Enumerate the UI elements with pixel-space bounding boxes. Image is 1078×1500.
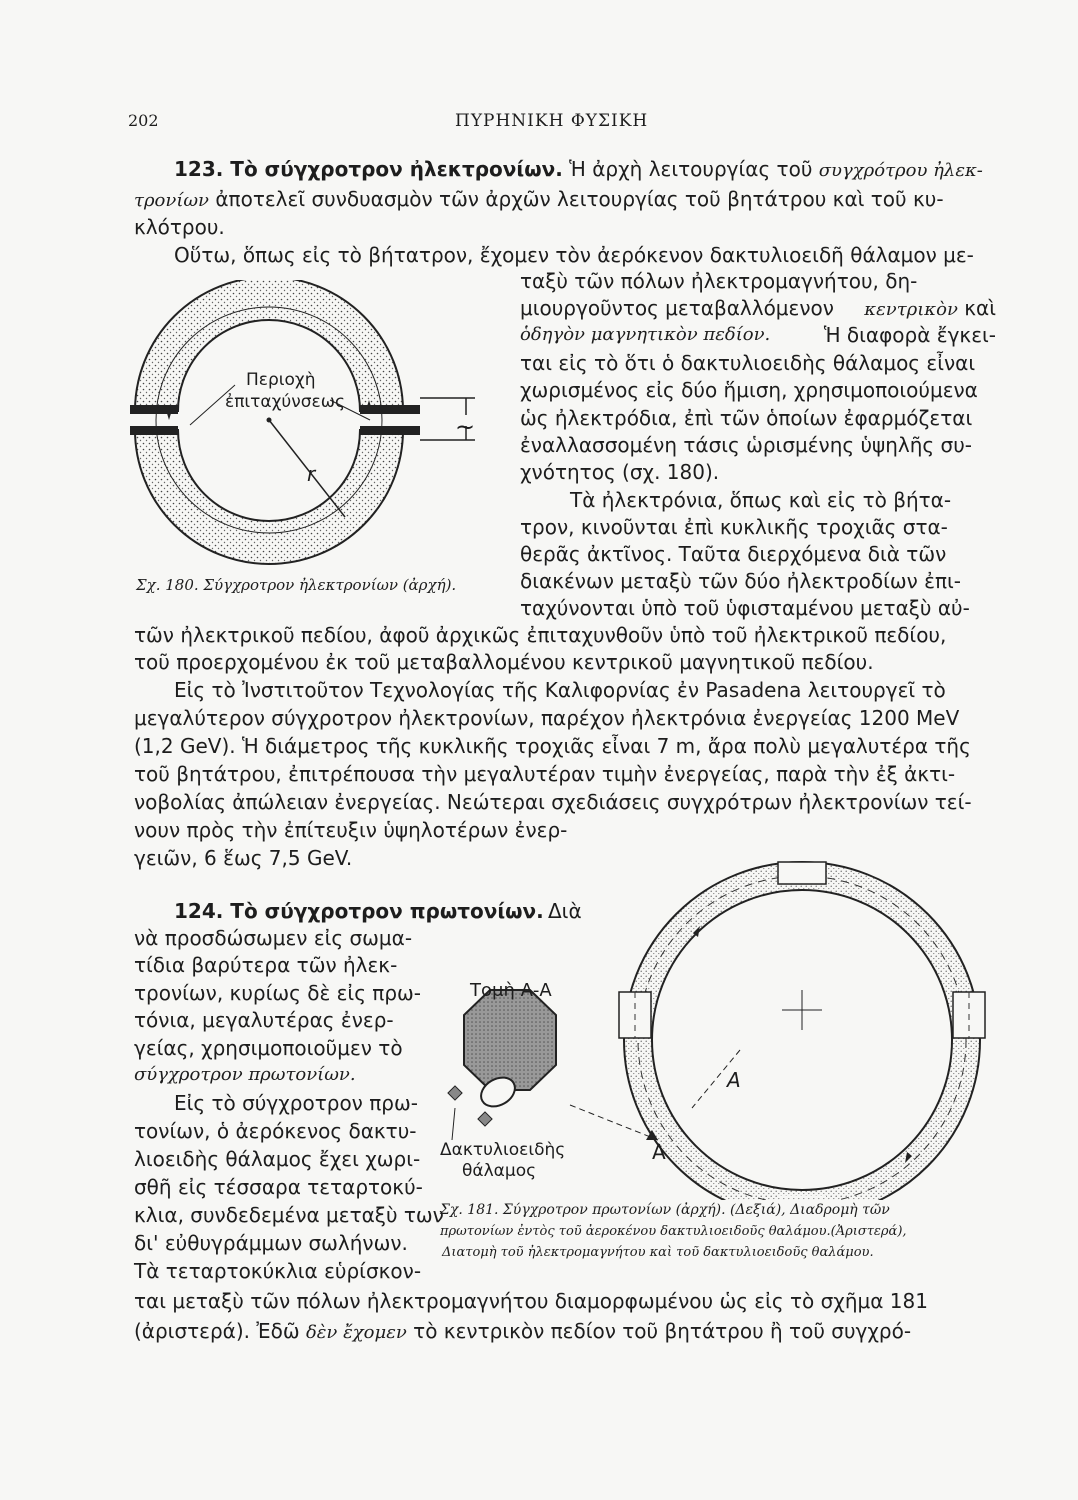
- section-124-line-13: Τὰ τεταρτοκύκλια εὑρίσκον-: [134, 1259, 422, 1283]
- section-124-line-9: λιοειδὴς θάλαμος ἔχει χωρι-: [134, 1147, 421, 1171]
- section-124-line-7: Εἰς τὸ σύγχροτρον πρω-: [174, 1091, 418, 1115]
- para-3-right-5: ταχύνονται ὑπὸ τοῦ ὑφισταμένου μεταξὺ αὐ-: [520, 596, 970, 620]
- section-124-line-8: τονίων, ὁ ἀερόκενος δακτυ-: [134, 1119, 417, 1143]
- para-4-line-4: τοῦ βητάτρου, ἐπιτρέπουσα τὴν μεγαλυτέραν τιμὴν ἐνεργείας, παρὰ τὴν ἐξ ἀκτι-: [134, 762, 956, 786]
- section-124-heading: 124. Τὸ σύγχροτρον πρωτονίων.: [174, 899, 544, 923]
- straight-section-bottom: [778, 1196, 826, 1198]
- section-124-line-4: τόνια, μεγαλυτέρας ἐνερ-: [134, 1008, 394, 1032]
- section-124-line-12: δι' εὐθυγράμμων σωλήνων.: [134, 1231, 408, 1255]
- section-123-line-2: τρονίων ἀποτελεῖ συνδυασμὸν τῶν ἀρχῶν λειτουργίας τοῦ βητάτρου καὶ τοῦ κυ-: [134, 187, 944, 211]
- section-label: Τομὴ Α-Α: [470, 980, 552, 1001]
- chamber-label-2: θάλαμος: [462, 1161, 537, 1181]
- para-2-right-1: ταξὺ τῶν πόλων ἠλεκτρομαγνήτου, δη-: [520, 269, 918, 293]
- section-124-line-10: σθῆ εἰς τέσσαρα τεταρτοκύ-: [134, 1175, 423, 1199]
- para-2-right-4: ται εἰς τὸ ὅτι ὁ δακτυλιοειδὴς θάλαμος εἶναι: [520, 351, 976, 375]
- para-2-right-5: χωρισμένος εἰς δύο ἥμιση, χρησιμοποιούμενα: [520, 378, 978, 402]
- section-124-line-11: κλια, συνδεδεμένα μεταξὺ των: [134, 1203, 444, 1227]
- electrode-right-bottom: [360, 426, 420, 435]
- para-2-right-7: ἐναλλασσομένη τάσις ὡρισμένης ὑψηλῆς συ-: [520, 433, 972, 457]
- cross-section-magnet: [448, 990, 556, 1140]
- section-124-line-1: νὰ προσδώσωμεν εἰς σωμα-: [134, 926, 413, 950]
- electrode-left-bottom: [130, 426, 178, 435]
- para-4-line-6: νουν πρὸς τὴν ἐπίτευξιν ὑψηλοτέρων ἐνερ-: [134, 818, 568, 842]
- last-line-1: ται μεταξὺ τῶν πόλων ἠλεκτρομαγνήτου διαμορφωμένου ὡς εἰς τὸ σχῆμα 181: [134, 1289, 928, 1313]
- figure-181-caption-3: Διατομὴ τοῦ ἠλεκτρομαγνήτου καὶ τοῦ δακτυλιοειδοῦς θαλάμου.: [442, 1245, 874, 1260]
- para-4-line-7: γειῶν, 6 ἕως 7,5 GeV.: [134, 846, 353, 870]
- para-3-full-1: τῶν ἠλεκτρικοῦ πεδίου, ἀφοῦ ἀρχικῶς ἐπιταχυνθοῦν ὑπὸ τοῦ ἠλεκτρικοῦ πεδίου,: [134, 623, 947, 647]
- para-4-line-1: Εἰς τὸ Ἰνστιτοῦτον Τεχνολογίας τῆς Καλιφορνίας ἐν Pasadena λειτουργεῖ τὸ: [174, 678, 946, 702]
- figure-180-caption: Σχ. 180. Σύγχροτρον ἠλεκτρονίων (ἀρχή).: [136, 576, 457, 594]
- region-label-2: ἐπιταχύνσεως: [225, 392, 345, 412]
- ring-center: [267, 418, 272, 423]
- ring-lower-half: [135, 430, 403, 564]
- section-124-line-2: τίδια βαρύτερα τῶν ἠλεκ-: [134, 953, 398, 977]
- para-3-full-2: τοῦ προερχομένου ἐκ τοῦ μεταβαλλομένου κεντρικοῦ μαγνητικοῦ πεδίου.: [134, 650, 874, 674]
- para-3-right-4: διακένων μεταξὺ τῶν δύο ἠλεκτροδίων ἐπι-: [520, 569, 961, 593]
- section-123-line-1: 123. Τὸ σύγχροτρον ἠλεκτρονίων. Ἡ ἀρχὴ λειτουργίας τοῦ συγχρότρου ἠλεκ-: [174, 157, 983, 181]
- para-2-line-1: Οὕτω, ὅπως εἰς τὸ βήτατρον, ἔχομεν τὸν ἀερόκενον δακτυλιοειδῆ θάλαμον με-: [174, 243, 974, 267]
- section-124-line-3: τρονίων, κυρίως δὲ εἰς πρω-: [134, 981, 421, 1005]
- section-124-line-0: Διὰ: [548, 899, 582, 923]
- synchrotron-ring: [624, 862, 980, 1200]
- straight-section-top: [778, 862, 826, 884]
- section-123-heading: 123. Τὸ σύγχροτρον ἠλεκτρονίων.: [174, 157, 563, 181]
- figure-181-caption-2: πρωτονίων ἐντὸς τοῦ ἀεροκένου δακτυλιοειδοῦς θαλάμου.(Ἀριστερά),: [440, 1224, 907, 1239]
- chamber-label: Δακτυλιοειδὴς: [440, 1140, 566, 1160]
- page-number: 202: [128, 111, 159, 130]
- para-2-right-8: χνότητος (σχ. 180).: [520, 460, 720, 484]
- para-2-right-6: ὡς ἠλεκτρόδια, ἐπὶ τῶν ὁποίων ἐφαρμόζεται: [520, 406, 973, 430]
- para-4-line-3: (1,2 GeV). Ἡ διάμετρος τῆς κυκλικῆς τροχιᾶς εἶναι 7 m, ἄρα πολὺ μεγαλυτέρα τῆς: [134, 734, 971, 758]
- last-line-2: (ἀριστερά). Ἐδῶ δὲν ἔχομεν τὸ κεντρικὸν πεδίον τοῦ βητάτρου ἢ τοῦ συγχρό-: [134, 1319, 912, 1343]
- para-2-right-2: μιουργοῦντος μεταβαλλόμενον κεντρικὸν καὶ: [520, 296, 996, 320]
- section-123-line-3: κλότρου.: [134, 215, 225, 239]
- para-3-right-3: θερᾶς ἀκτῖνος. Ταῦτα διερχόμενα διὰ τῶν: [520, 542, 947, 566]
- para-4-line-5: νοβολίας ἀπώλειαν ἐνεργείας. Νεώτεραι σχεδιάσεις συγχρότρων ἠλεκτρονίων τεί-: [134, 790, 972, 814]
- para-3-right-2: τρον, κινοῦνται ἐπὶ κυκλικῆς τροχιᾶς στα-: [520, 515, 948, 539]
- a-label-1: Α: [727, 1068, 741, 1092]
- a-label-2: A: [652, 1140, 666, 1164]
- radius-label: r: [307, 462, 316, 486]
- running-title: ΠΥΡΗΝΙΚΗ ΦΥΣΙΚΗ: [455, 111, 649, 131]
- figure-181-caption-1: Σχ. 181. Σύγχροτρον πρωτονίων (ἀρχή). (Δεξιά), Διαδρομὴ τῶν: [440, 1202, 890, 1218]
- figure-180-diagram: [130, 280, 500, 580]
- section-124-line-5: γείας, χρησιμοποιοῦμεν τὸ: [134, 1036, 403, 1060]
- para-4-line-2: μεγαλύτερον σύγχροτρον ἠλεκτρονίων, παρέχον ἠλεκτρόνια ἐνεργείας 1200 MeV: [134, 706, 960, 730]
- para-2-right-3: ὁδηγὸν μαγνητικὸν πεδίον. Ἡ διαφορὰ ἔγκει-: [520, 323, 996, 347]
- arrow-left: [166, 410, 172, 420]
- region-label: Περιοχὴ: [246, 370, 316, 390]
- section-124-line-6: σύγχροτρον πρωτονίων.: [134, 1064, 356, 1085]
- para-3-right-1: Τὰ ἠλεκτρόνια, ὅπως καὶ εἰς τὸ βήτα-: [570, 488, 952, 512]
- ac-source-label: ~: [455, 413, 476, 441]
